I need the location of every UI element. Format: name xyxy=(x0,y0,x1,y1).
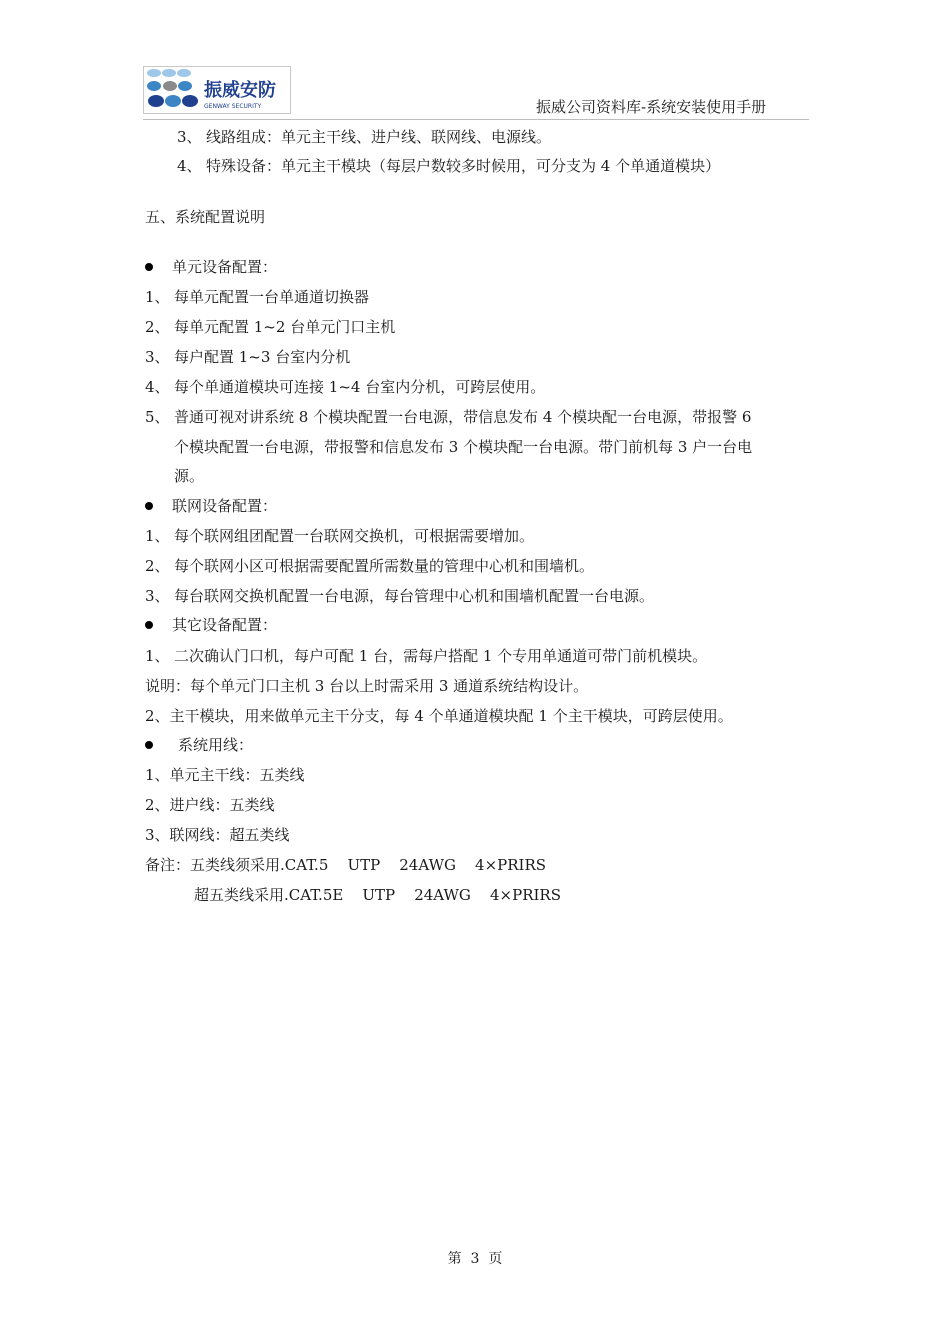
list-number: 1、 xyxy=(145,288,170,306)
unit-item-2 xyxy=(145,317,395,337)
network-heading xyxy=(145,496,277,516)
list-number: 1、 xyxy=(145,527,170,545)
list-number: 1、 xyxy=(145,647,170,665)
unit-item-1 xyxy=(145,287,369,307)
remark-line-2: 超五类线采用.CAT.5E UTP 24AWG 4×PRIRS xyxy=(194,886,561,904)
heading-text: 系统用线： xyxy=(178,736,254,754)
heading-text: 其它设备配置： xyxy=(172,616,278,634)
list-number: 3、 xyxy=(177,128,202,146)
list-number: 2、 xyxy=(145,318,170,336)
wire-item-1: 1、单元主干线：五类线 xyxy=(145,766,305,784)
wire-item-3: 3、联网线：超五类线 xyxy=(145,826,290,844)
list-text: 线路组成：单元主干线、进户线、联网线、电源线。 xyxy=(206,128,552,146)
header-divider xyxy=(143,119,809,120)
network-item-1 xyxy=(145,526,534,546)
heading-text: 单元设备配置： xyxy=(172,258,278,276)
list-text: 每户配置 1~3 台室内分机 xyxy=(174,348,351,366)
list-number: 2、 xyxy=(145,557,170,575)
unit-item-3 xyxy=(145,347,350,367)
unit-heading xyxy=(145,257,277,277)
bullet-icon xyxy=(145,263,153,271)
list-number: 4、 xyxy=(177,157,202,175)
logo-dots xyxy=(147,69,198,107)
list-text: 每单元配置一台单通道切换器 xyxy=(174,288,370,306)
remark-line-1: 备注：五类线须采用.CAT.5 UTP 24AWG 4×PRIRS xyxy=(145,856,547,874)
logo-graphic xyxy=(144,67,290,113)
bullet-icon xyxy=(145,502,153,510)
other-note: 说明：每个单元门口主机 3 台以上时需采用 3 通道系统结构设计。 xyxy=(145,677,589,695)
unit-item-5-line3: 源。 xyxy=(174,467,205,485)
network-item-2 xyxy=(145,556,594,576)
logo-text: 振威安防 xyxy=(204,80,276,101)
unit-item-5 xyxy=(145,407,751,427)
list-text: 每个联网小区可根据需要配置所需数量的管理中心机和围墙机。 xyxy=(174,557,595,575)
network-item-3 xyxy=(145,586,654,606)
wire-item-2: 2、进户线：五类线 xyxy=(145,796,275,814)
list-number: 5、 xyxy=(145,408,170,426)
list-text: 每个联网组团配置一台联网交换机，可根据需要增加。 xyxy=(174,527,535,545)
page-number: 第 3 页 xyxy=(447,1251,503,1267)
list-text: 二次确认门口机，每户可配 1 台，需每户搭配 1 个专用单通道可带门前机模块。 xyxy=(174,647,708,665)
unit-item-4 xyxy=(145,377,545,397)
unit-item-5-line2: 个模块配置一台电源，带报警和信息发布 3 个模块配一台电源。带门前机每 3 户一台电 xyxy=(174,438,753,456)
other-item-1 xyxy=(145,646,707,666)
header-title: 振威公司资料库-系统安装使用手册 xyxy=(536,98,767,116)
intro-item-3 xyxy=(177,127,551,147)
list-text: 特殊设备：单元主干模块（每层户数较多时候用，可分支为 4 个单通道模块） xyxy=(206,157,721,175)
list-number: 3、 xyxy=(145,348,170,366)
list-text: 普通可视对讲系统 8 个模块配置一台电源，带信息发布 4 个模块配一台电源，带报警 6 xyxy=(174,408,752,426)
logo-subtext: GENWAY SECURITY xyxy=(204,103,262,110)
wiring-heading xyxy=(145,735,253,755)
other-item-2: 2、主干模块，用来做单元主干分支，每 4 个单通道模块配 1 个主干模块，可跨层使用。 xyxy=(145,707,733,725)
section-title: 五、系统配置说明 xyxy=(145,208,266,226)
list-number: 3、 xyxy=(145,587,170,605)
other-heading xyxy=(145,615,277,635)
list-text: 每单元配置 1~2 台单元门口主机 xyxy=(174,318,396,336)
company-logo xyxy=(143,66,291,114)
bullet-icon xyxy=(145,741,153,749)
list-text: 每台联网交换机配置一台电源，每台管理中心机和围墙机配置一台电源。 xyxy=(174,587,655,605)
list-text: 每个单通道模块可连接 1~4 台室内分机，可跨层使用。 xyxy=(174,378,546,396)
list-number: 4、 xyxy=(145,378,170,396)
heading-text: 联网设备配置： xyxy=(172,497,278,515)
intro-item-4 xyxy=(177,156,720,176)
bullet-icon xyxy=(145,621,153,629)
